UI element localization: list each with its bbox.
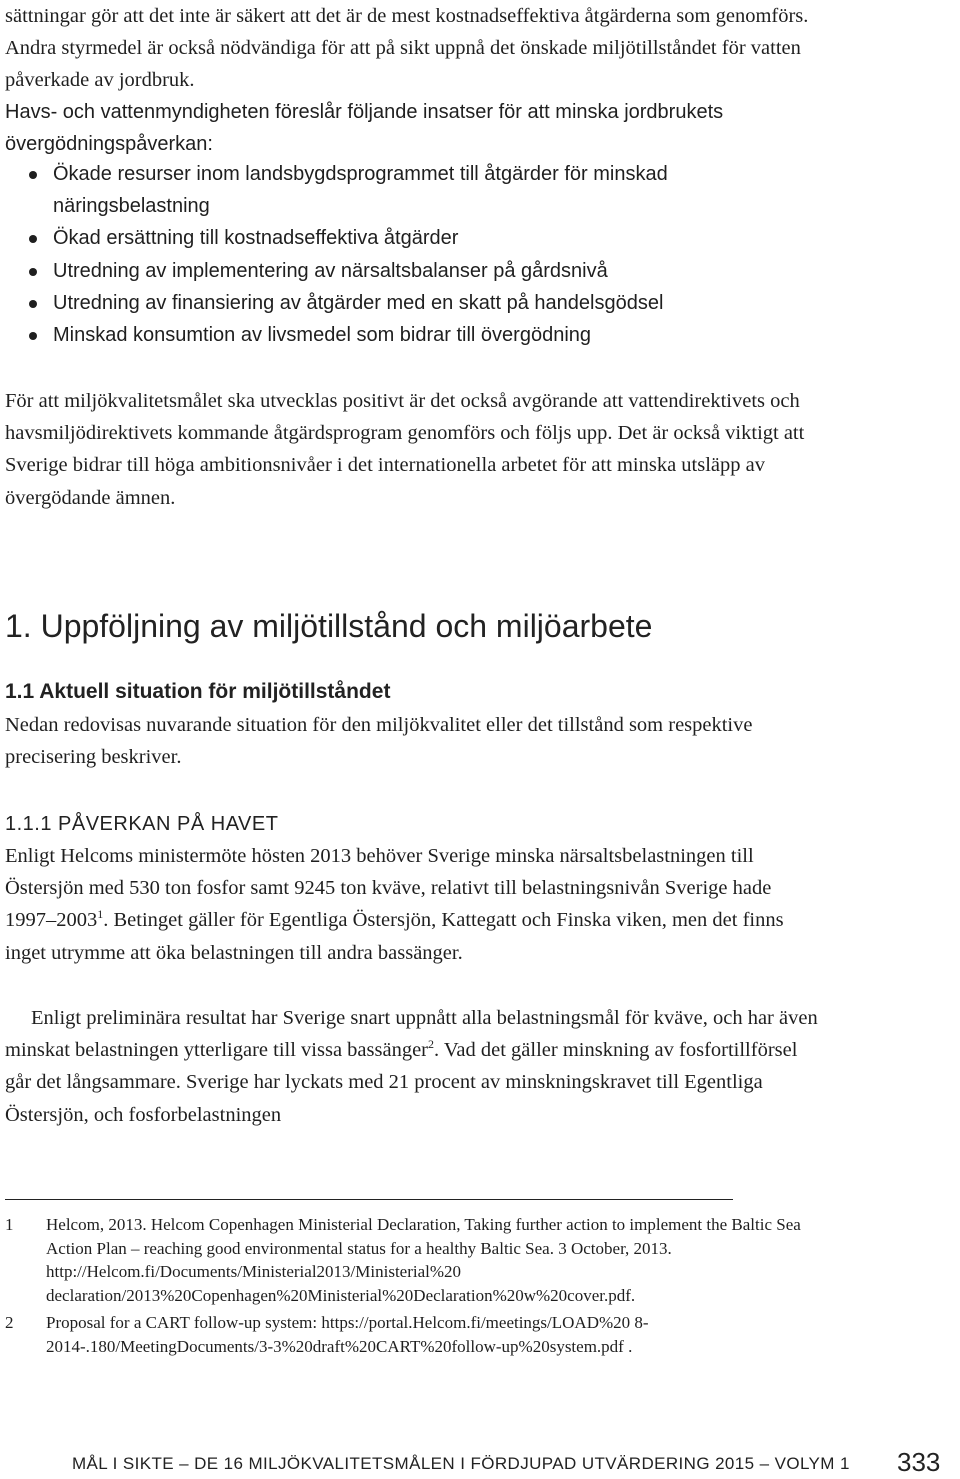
results-text-a: Enligt preliminära resultat har Sverige snart uppnått alla belastningsmål för kväve, och har även minskat belastningen ytterligare till vissa bassänger xyxy=(5,1007,818,1062)
bullet-icon xyxy=(29,268,37,276)
list-item xyxy=(5,287,805,319)
footnote xyxy=(5,1311,825,1358)
footnote xyxy=(5,1213,825,1308)
footnote-number: 2 xyxy=(5,1313,14,1332)
footnote-divider xyxy=(5,1199,733,1200)
footnote-ref-2[interactable]: 2 xyxy=(428,1037,434,1052)
intro-paragraph: sättningar gör att det inte är säkert att det är de mest kostnadseffektiva åtgärderna som genomförs. Andra styrmedel är också nödvändiga för att på sikt uppnå det önskade miljötillståndet för vatten påverkade av jordbruk. xyxy=(5,5,809,92)
subsection-heading: 1.1 Aktuell situation för miljötillståndet xyxy=(5,680,391,703)
bullet-icon xyxy=(29,235,37,243)
subsubsection-heading: 1.1.1 PÅVERKAN PÅ HAVET xyxy=(5,813,279,835)
proposal-bullet-list xyxy=(5,158,805,351)
footnote-number: 1 xyxy=(5,1215,14,1234)
list-item-text: Utredning av finansiering av åtgärder med en skatt på handelsgödsel xyxy=(53,291,664,314)
situation-paragraph: Nedan redovisas nuvarande situation för den miljökvalitet eller det tillstånd som respektive precisering beskriver. xyxy=(5,714,753,769)
list-item xyxy=(5,255,805,287)
section-heading: 1. Uppföljning av miljötillstånd och miljöarbete xyxy=(5,608,653,644)
page-number: 333 xyxy=(897,1447,941,1477)
results-paragraph xyxy=(5,1002,820,1131)
running-footer: MÅL I SIKTE – DE 16 MILJÖKVALITETSMÅLEN I FÖRDJUPAD UTVÄRDERING 2015 – VOLYM 1 xyxy=(72,1454,850,1473)
list-item xyxy=(5,319,805,351)
list-item xyxy=(5,158,805,222)
bullet-icon xyxy=(29,300,37,308)
bullet-icon xyxy=(29,171,37,179)
footnote-ref-1[interactable]: 1 xyxy=(97,907,104,922)
list-item-text: Minskad konsumtion av livsmedel som bidrar till övergödning xyxy=(53,324,592,347)
footnote-text: Proposal for a CART follow-up system: https://portal.Helcom.fi/meetings/LOAD%20 8-2014-.180/MeetingDocuments/3-3%20draft%20CART%20follow-up%20system.pdf . xyxy=(46,1313,649,1356)
list-item xyxy=(5,222,805,254)
footnote-text: Helcom, 2013. Helcom Copenhagen Ministerial Declaration, Taking further action to implement the Baltic Sea Action Plan – reaching good environmental status for a healthy Baltic Sea. 3 October, 2013. http://Helcom.fi/Documents/Ministerial2013/Ministerial%20 declaration/2013%20Copenhagen%20Ministerial%20Declaration%20w%20cover.pdf. xyxy=(46,1215,801,1306)
proposal-intro-paragraph: Havs- och vattenmyndigheten föreslår följande insatser för att minska jordbrukets övergödningspåverkan: xyxy=(5,101,724,156)
list-item-text: Ökad ersättning till kostnadseffektiva åtgärder xyxy=(53,227,459,250)
list-item-text: Utredning av implementering av närsaltsbalanser på gårdsnivå xyxy=(53,259,608,282)
helcom-text-a: Enligt Helcoms ministermöte hösten 2013 behöver Sverige minska närsaltsbelastningen till Östersjön med 530 ton fosfor samt 9245 ton kväve, relativt till belastningsnivån Sverige hade 1997–2003 xyxy=(5,845,772,932)
helcom-paragraph xyxy=(5,840,820,969)
helcom-text-b: . Betinget gäller för Egentliga Östersjön, Kattegatt och Finska viken, men det finns inget utrymme att öka belastningen till andra bassänger. xyxy=(5,909,784,964)
policy-paragraph: För att miljökvalitetsmålet ska utvecklas positivt är det också avgörande att vattendirektivets och havsmiljödirektivets kommande åtgärdsprogram genomförs och följs upp. Det är också viktigt att Sverige bidrar till höga ambitionsnivåer i det internationella arbetet för att minska utsläpp av övergödande ämnen. xyxy=(5,390,805,509)
list-item-text: Ökade resurser inom landsbygdsprogrammet till åtgärder för minskad näringsbelastning xyxy=(53,163,668,218)
results-text-b: . Vad det gäller minskning av fosfortillförsel går det långsammare. Sverige har lyckats med 21 procent av minskningskravet till Egentliga Östersjön, och fosforbelastningen xyxy=(5,1039,798,1126)
bullet-icon xyxy=(29,332,37,340)
